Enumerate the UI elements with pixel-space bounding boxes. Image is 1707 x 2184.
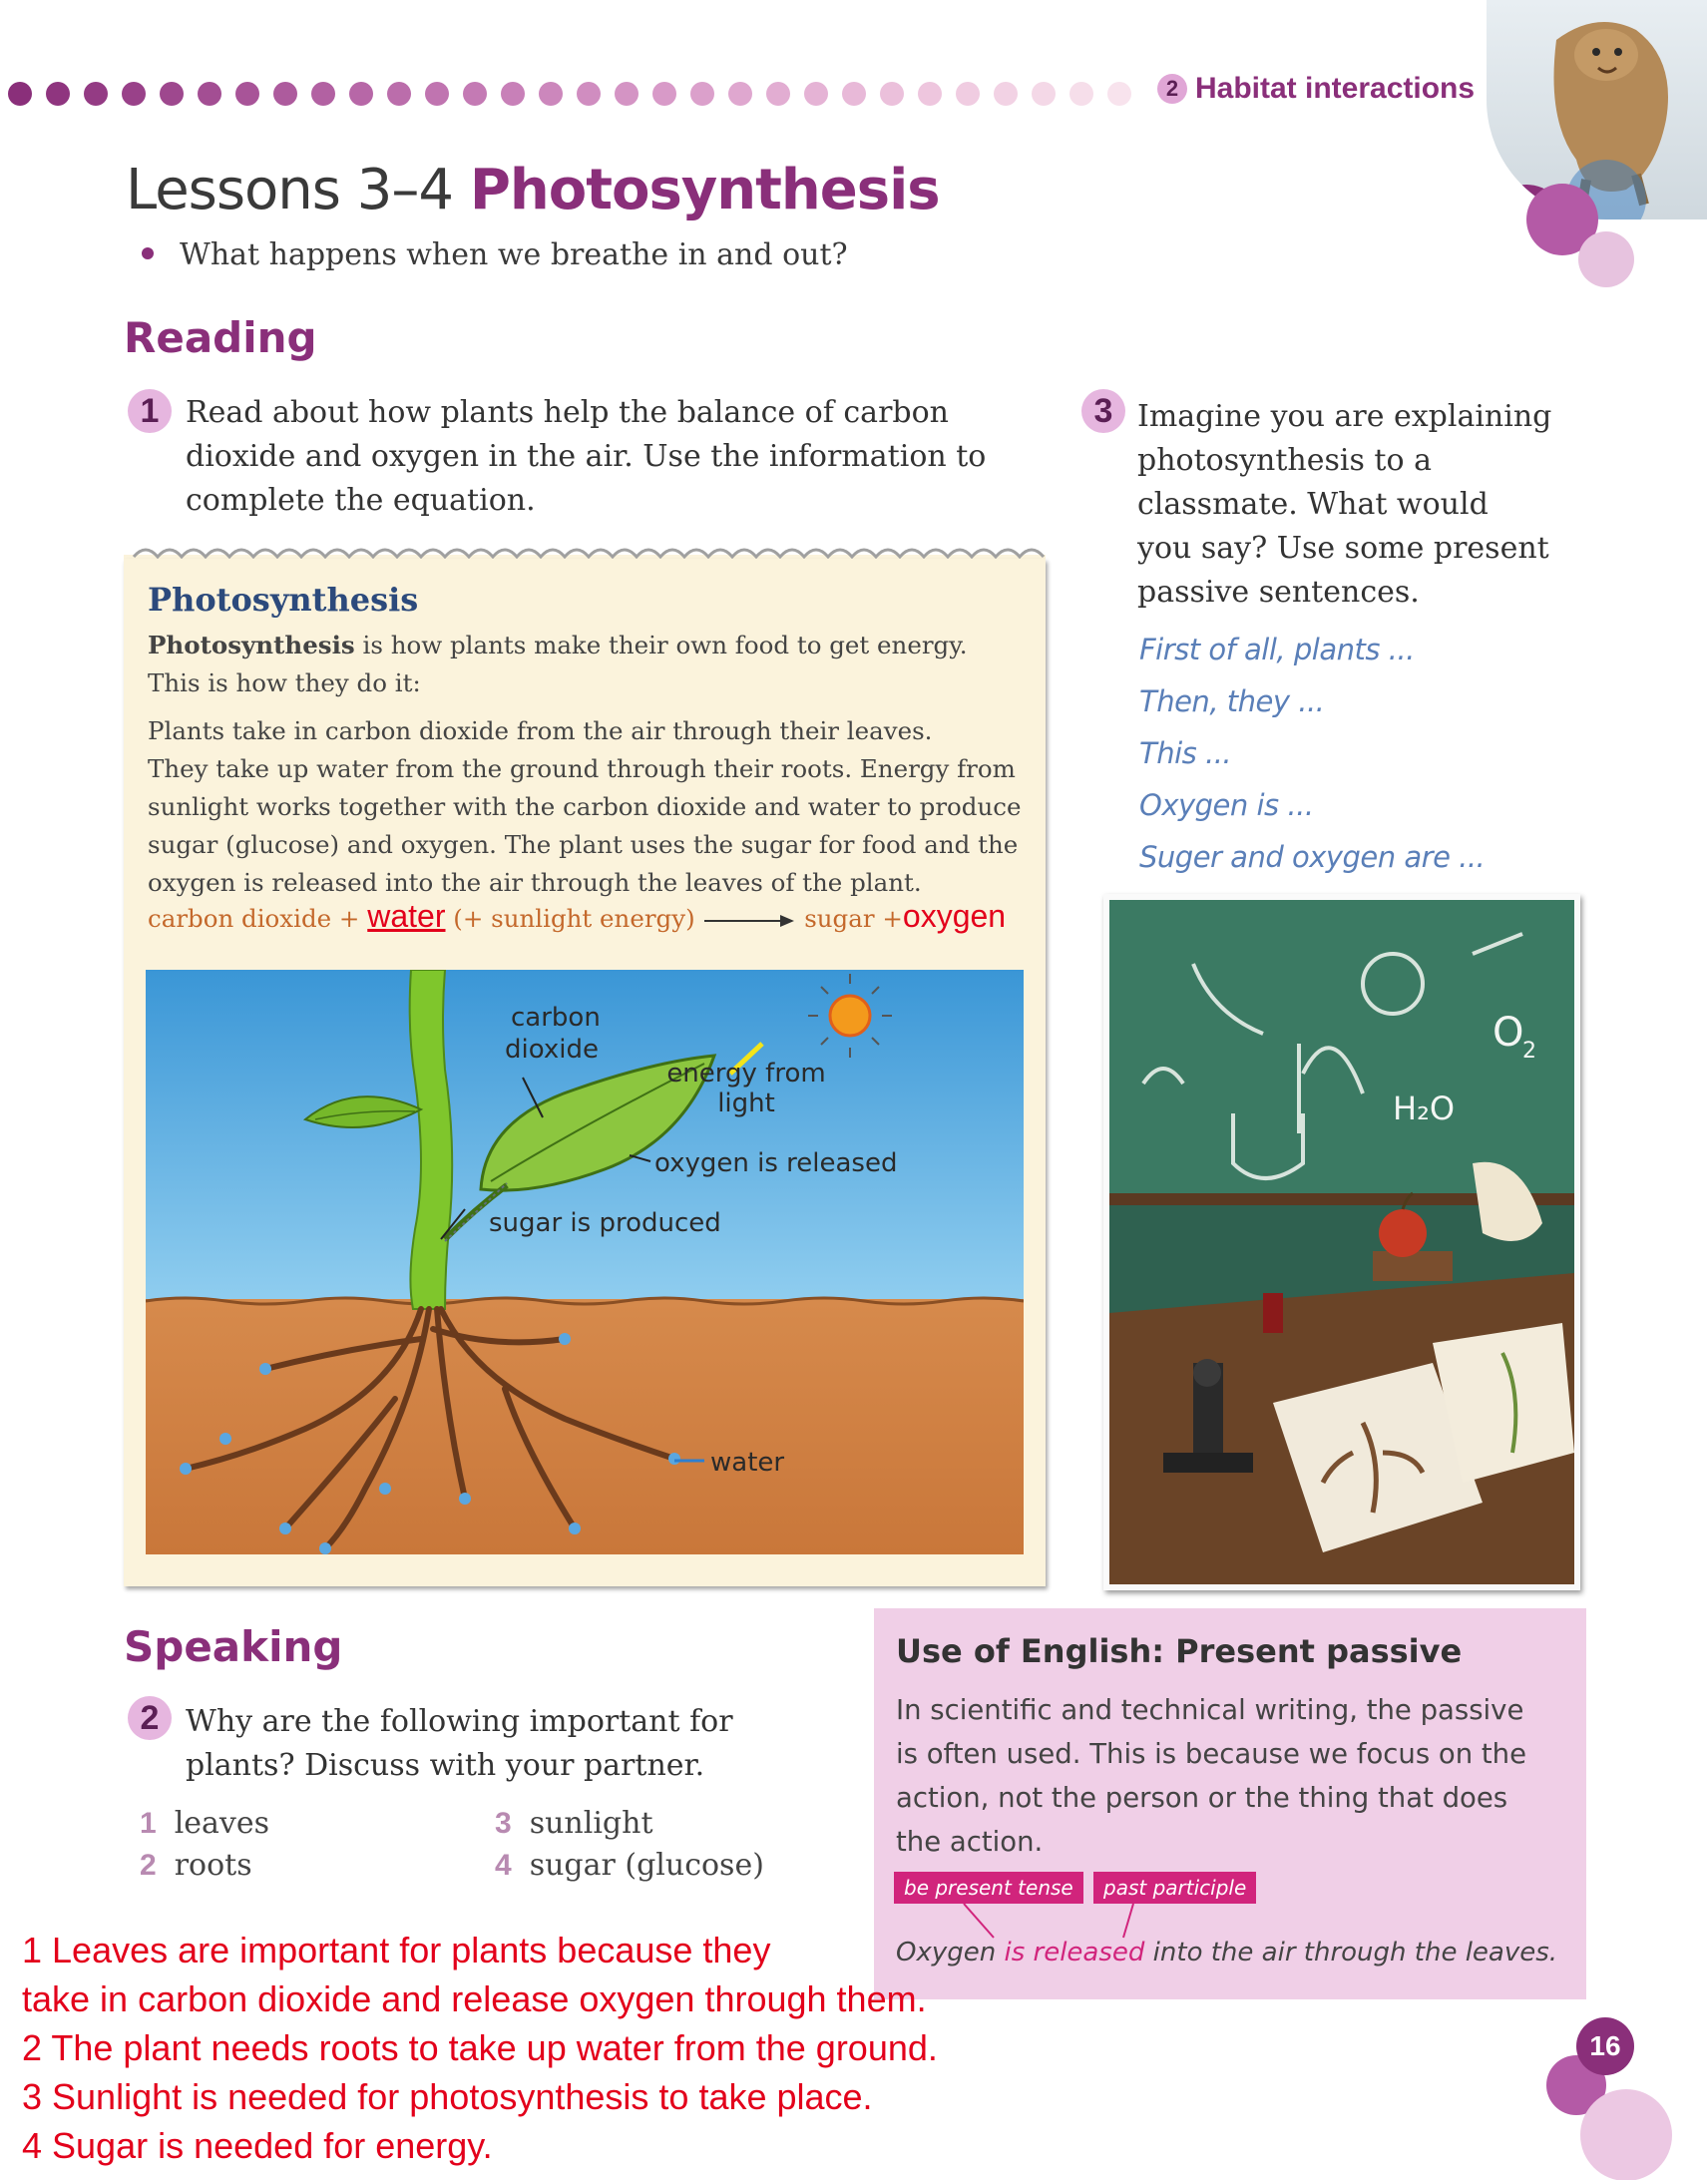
student-answers [22,1926,938,2170]
box-body-line: Plants take in carbon dioxide from the air through their leaves. [148,716,933,745]
list-item-label: sunlight [529,1806,653,1841]
answer-line: 4 Sugar is needed for energy. [22,2125,493,2166]
task-1-line: Read about how plants help the balance of carbon [186,395,949,430]
label-oxygen-released: oxygen is released [654,1148,898,1178]
lesson-prefix: Lessons 3–4 [126,158,454,222]
prompt-line: This ... [1139,736,1232,770]
dot-row [8,82,1131,106]
photosynthesis-reading-box [124,559,1046,1586]
chapter-number: 2 [1157,74,1187,104]
task-1-number: 1 [128,389,172,433]
equation-answer-oxygen: oxygen [902,898,1007,934]
reading-heading: Reading [124,313,317,362]
answer-line: 2 The plant needs roots to take up water from the ground. [22,2027,938,2068]
equation-part3: sugar + [796,904,903,933]
prompt-line: Then, they ... [1139,684,1325,718]
task-3-line: you say? Use some present [1137,531,1549,566]
chalk-o2: O [1493,1010,1524,1056]
uoe-example [896,1938,1557,1967]
task-3-text [1137,395,1551,615]
equation-part2: (+ sunlight energy) [445,904,703,933]
box-intro-rest: is how plants make their own food to get energy. [354,631,968,659]
list-item-label: leaves [174,1806,270,1841]
uoe-title: Use of English: Present passive [896,1632,1463,1670]
box-intro-line2: This is how they do it: [148,668,421,697]
list-item-label: roots [174,1848,252,1883]
task-2-line: Why are the following important for [186,1704,733,1739]
speaking-heading: Speaking [124,1622,343,1671]
box-body-line: oxygen is released into the air through the leaves of the plant. [148,868,922,897]
prompt-line: First of all, plants ... [1139,633,1415,666]
list-item [140,1806,269,1841]
list-item [495,1806,653,1841]
answer-line: 3 Sunlight is needed for photosynthesis to take place. [22,2076,873,2117]
answer-line: 1 Leaves are important for plants because they [22,1930,771,1970]
answer-line: take in carbon dioxide and release oxygen through them. [22,1978,927,2019]
prompt-line: Oxygen is ... [1139,788,1314,822]
example-highlight: is released [1004,1938,1145,1967]
chalk-h2o: H₂O [1393,1090,1456,1127]
list-item-label: sugar (glucose) [529,1848,764,1883]
task-1-line: dioxide and oxygen in the air. Use the information to [186,439,987,474]
chalk-o2-sub: 2 [1522,1039,1536,1064]
task-3-line: classmate. What would [1137,487,1489,522]
lesson-topic: Photosynthesis [469,158,940,222]
box-body-line: sunlight works together with the carbon dioxide and water to produce [148,792,1022,821]
task-3-line: photosynthesis to a [1137,443,1432,478]
list-item-number: 3 [495,1807,512,1840]
list-item [495,1848,764,1883]
equation-part1: carbon dioxide + [148,904,368,933]
label-energy: energy from [666,1059,826,1089]
task-1-text [186,391,986,523]
prompt-line: Suger and oxygen are ... [1139,840,1486,874]
decorative-circles [1526,180,1636,299]
task-2-line: plants? Discuss with your partner. [186,1748,705,1783]
list-item-number: 4 [495,1849,512,1882]
use-of-english-box [874,1608,1586,1999]
label-sugar-produced: sugar is produced [489,1208,721,1238]
photosynthesis-diagram [146,970,1024,1554]
list-item-number: 2 [140,1849,157,1882]
classroom-photo [1103,894,1580,1590]
tag-past-participle: past participle [1093,1872,1256,1904]
equation-arrow-icon [702,913,796,929]
box-title: Photosynthesis [148,581,419,619]
label-light: light [717,1089,775,1118]
page-number: 16 [1576,2017,1634,2075]
box-body-line: They take up water from the ground through their roots. Energy from [148,754,1016,783]
uoe-line: is often used. This is because we focus on the [896,1738,1527,1770]
task-3-line: passive sentences. [1137,575,1420,610]
header-dot-strip [0,74,1157,114]
tag-be-present: be present tense [894,1872,1083,1904]
chapter-title: Habitat interactions [1195,72,1476,105]
label-water: water [710,1448,785,1478]
chapter-label [1157,72,1475,106]
box-intro-bold: Photosynthesis [148,631,355,659]
uoe-line: In scientific and technical writing, the passive [896,1694,1524,1726]
task-2-number: 2 [128,1696,172,1740]
box-intro [148,627,968,664]
task-1-line: complete the equation. [186,483,536,518]
equation-answer-water: water [367,898,446,934]
example-post: into the air through the leaves. [1144,1938,1558,1967]
task-3-number: 3 [1081,389,1125,433]
lesson-title [126,158,940,222]
list-item-number: 1 [140,1807,157,1840]
label-dioxide: dioxide [505,1035,599,1065]
example-pre: Oxygen [896,1938,1005,1967]
uoe-line: the action. [896,1826,1044,1858]
task-2-text [186,1700,733,1788]
lesson-question: What happens when we breathe in and out? [142,237,848,272]
uoe-line: action, not the person or the thing that does [896,1782,1508,1814]
list-item [140,1848,252,1883]
label-carbon: carbon [511,1003,601,1033]
box-body-line: sugar (glucose) and oxygen. The plant uses the sugar for food and the [148,830,1019,859]
task-3-line: Imagine you are explaining [1137,399,1552,434]
photosynthesis-equation [148,898,1006,935]
uoe-paragraph [896,1688,1574,1864]
